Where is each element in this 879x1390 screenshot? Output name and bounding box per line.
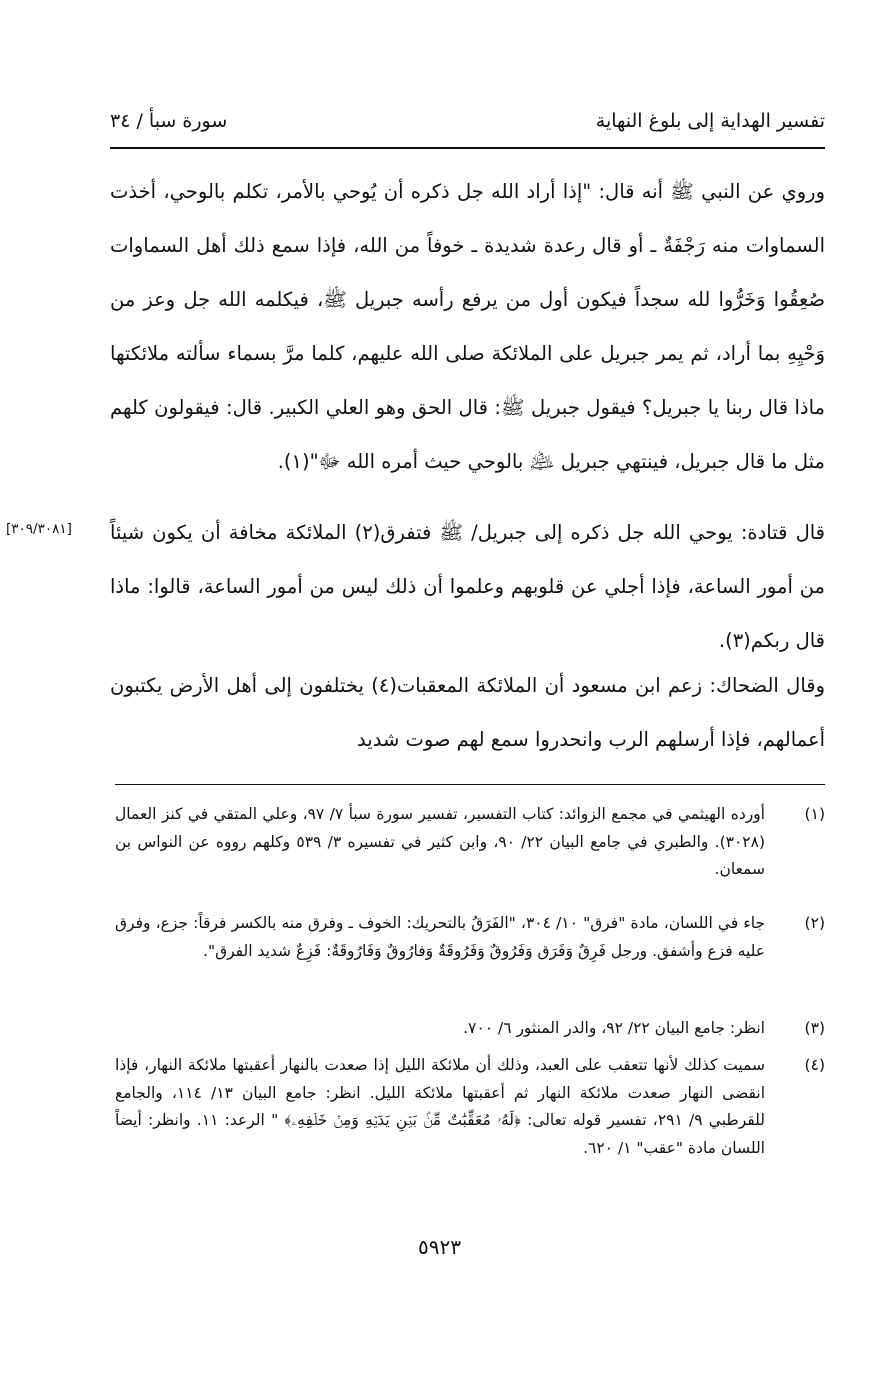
body-paragraph-3: وقال الضحاك: زعم ابن مسعود أن الملائكة المعقبات(٤) يختلفون إلى أهل الأرض يكتبون أعمالهم، فإذا أرسلهم الرب وانحدروا سمع لهم صوت شديد <box>110 674 825 751</box>
footnote-separator <box>115 784 825 785</box>
margin-reference: [٣٠٩/٣٠٨١] <box>6 521 72 537</box>
footnote-text: انظر: جامع البيان ٢٢/ ٩٢، والدر المنثور ٦/ ٧٠٠. <box>463 1019 765 1037</box>
page-number: ٥٩٢٣ <box>418 1235 461 1259</box>
footnote-number: (١) <box>804 805 825 823</box>
footnote-text: سميت كذلك لأنها تتعقب على العبد، وذلك أن ملائكة الليل إذا صعدت بالنهار أعقبتها ملائكة النهار، فإذا انقضى النهار صعدت ملائكة النهار ثم أعقبتها ملائكة الليل. انظر: جامع البيان ١٣/ ١١٤، والجامع للقرطبي ٩/ ٢٩١، تفسير قوله تعالى: ﴿لَهُۥ مُعَقِّبَٰتٌ مِّنۢ بَيۡنِ يَدَيۡهِ وَمِنۡ خَلۡفِهِۦ﴾ " الرعد: ١١. وانظر: أيضاً اللسان مادة "عقب" ١/ ٦٢٠. <box>115 1056 766 1157</box>
footnote-2 <box>115 910 825 965</box>
body-paragraph-2: قال قتادة: يوحي الله جل ذكره إلى جبريل/ ﷺ فتفرق(٢) الملائكة مخافة أن يكون شيئاً من أمور الساعة، فإذا أجلي عن قلوبهم وعلموا أن ذلك ليس من أمور الساعة، قالوا: ماذا قال ربكم(٣). <box>110 521 826 652</box>
footnote-4 <box>115 1052 825 1162</box>
footnote-number: (٣) <box>804 1019 825 1037</box>
footnote-number: (٢) <box>804 914 825 932</box>
footnote-text: جاء في اللسان، مادة "فرق" ١٠/ ٣٠٤، "الفَرَقُ بالتحريك: الخوف ـ وفرق منه بالكسر فرقاً: جزع، وفرق عليه فزع وأشفق. ورجل فَرِقٌ وَفَرَق وَفَرُوقٌ وَفَرُوقَةٌ وَفارُوقٌ وَفَارُوقَةٌ: فَزِعٌ شديد الفرق". <box>115 914 765 960</box>
surah-label: سورة سبأ / ٣٤ <box>110 110 228 132</box>
footnote-1 <box>115 801 825 884</box>
footnote-text: أورده الهيثمي في مجمع الزوائد: كتاب التفسير، تفسير سورة سبأ ٧/ ٩٧، وعلي المتقي في كنز العمال (٣٠٢٨). والطبري في جامع البيان ٢٢/ ٩٠، وابن كثير في تفسيره ٣/ ٥٣٩ وكلهم رووه عن النواس بن سمعان. <box>115 805 766 878</box>
footnote-number: (٤) <box>804 1056 825 1074</box>
running-header <box>110 106 825 136</box>
footnote-3 <box>115 1015 825 1043</box>
body-paragraph-1: وروي عن النبي ﷺ أنه قال: "إذا أراد الله جل ذكره أن يُوحي بالأمر، تكلم بالوحي، أخذت السماوات منه رَجْفَةٌ ـ أو قال رعدة شديدة ـ خوفاً من الله، فإذا سمع ذلك أهل السماوات صُعِقُوا وَخَرُّوا لله سجداً فيكون أول من يرفع رأسه جبريل ﷺ، فيكلمه الله جل وعز من وَحْيِهِ بما أراد، ثم يمر جبريل على الملائكة صلى الله عليهم، كلما مرَّ بسماء سألته ملائكتها ماذا قال ربنا يا جبريل؟ فيقول جبريل ﷺ: قال الحق وهو العلي الكبير. قال: فيقولون كلهم مثل ما قال جبريل، فينتهي جبريل ﵇ بالوحي حيث أمره الله ﷻ"(١). <box>110 180 825 473</box>
header-rule <box>110 147 825 149</box>
book-title: تفسير الهداية إلى بلوغ النهاية <box>595 110 825 132</box>
